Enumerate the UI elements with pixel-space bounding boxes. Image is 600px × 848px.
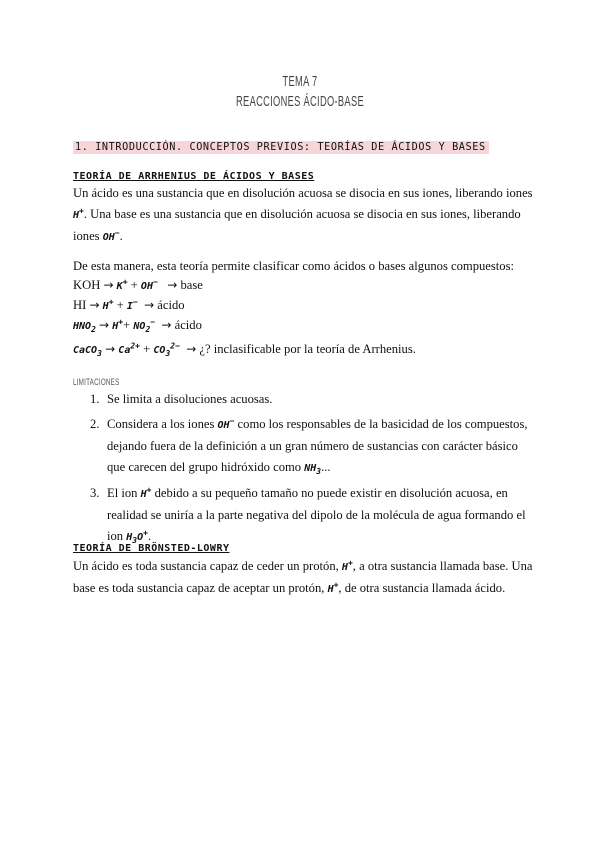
formula-oh-minus: OH− bbox=[102, 228, 120, 243]
bronsted-text-1: Un ácido es toda sustancia capaz de ceder un protón, bbox=[73, 559, 342, 573]
list-number: 3. bbox=[90, 486, 100, 500]
list-item bbox=[90, 414, 530, 479]
equation-koh: KOH → K+ + OH− → base bbox=[73, 277, 203, 292]
arrhenius-def-text-3: . bbox=[119, 229, 123, 243]
list-item-text: ... bbox=[321, 460, 331, 474]
bronsted-heading: TEORÍA DE BRÖNSTED-LOWRY bbox=[73, 543, 230, 554]
formula-h-plus: H+ bbox=[140, 485, 152, 500]
equation-hi: HI → H+ + I− → ácido bbox=[73, 297, 185, 312]
list-number: 1. bbox=[90, 392, 100, 406]
arrhenius-heading: TEORÍA DE ARRHENIUS DE ÁCIDOS Y BASES bbox=[73, 171, 315, 182]
limitations-list bbox=[90, 389, 530, 552]
arrhenius-def-text-1: Un ácido es una sustancia que en disolución acuosa se disocia en sus iones, liberando iones bbox=[73, 186, 533, 200]
list-item-text: debido a su pequeño tamaño no puede existir en disolución acuosa, en realidad se uniría a la parte negativa del dipolo de la molécula de agua formando el ion bbox=[107, 486, 526, 543]
list-item-text: Considera a los iones bbox=[107, 417, 218, 431]
equation-hno2-label: ácido bbox=[174, 318, 202, 332]
list-item bbox=[90, 483, 530, 548]
arrhenius-intro: De esta manera, esta teoría permite clasificar como ácidos o bases algunos compuestos: bbox=[73, 259, 514, 273]
equation-caco3: CaCO$_3$ → $Ca^{2+} + CO_3^{2-}$ → ¿? inclasificable por la teoría de Arrhenius. bbox=[73, 341, 416, 358]
formula-h-plus: H+ bbox=[341, 558, 353, 573]
equation-hi-label: ácido bbox=[157, 298, 185, 312]
formula-h-plus: H+ bbox=[73, 206, 84, 221]
list-item-text: El ion bbox=[107, 486, 141, 500]
page-title: TEMA 7 bbox=[282, 73, 318, 90]
section-heading-1: 1. INTRODUCCIÓN. CONCEPTOS PREVIOS: TEORÍAS DE ÁCIDOS Y BASES bbox=[73, 141, 489, 154]
list-item bbox=[90, 389, 530, 410]
equation-hno2: $HNO_2 \to H^++ NO_2^-$ → ácido bbox=[73, 317, 202, 334]
bronsted-text-2: , a otra sustancia llamada base. Una base es toda sustancia capaz de aceptar un protón, bbox=[73, 559, 533, 595]
page-subtitle: REACCIONES ÁCIDO-BASE bbox=[236, 93, 364, 110]
list-item-text: como los responsables de la basicidad de los compuestos, dejando fuera de la definición a un gran número de sustancias con carácter básico que carecen del grupo hidróxido como bbox=[107, 417, 528, 474]
bronsted-definition bbox=[73, 556, 543, 600]
formula-h3o-plus: $H_3O^+$ bbox=[126, 528, 148, 545]
equation-caco3-label: ¿? inclasificable por la teoría de Arrhenius. bbox=[199, 342, 416, 356]
bronsted-text-3: , de otra sustancia llamada ácido. bbox=[338, 581, 506, 595]
formula-oh-minus: OH− bbox=[217, 416, 235, 431]
formula-h-plus: H+ bbox=[327, 580, 339, 595]
limitations-label: LIMITACIONES bbox=[73, 377, 120, 387]
arrhenius-def-text-2: . Una base es una sustancia que en disolución acuosa se disocia en sus iones, liberando iones bbox=[73, 207, 521, 243]
arrhenius-definition bbox=[73, 183, 543, 248]
list-number: 2. bbox=[90, 417, 100, 431]
equation-koh-label: base bbox=[180, 278, 203, 292]
list-item-text: Se limita a disoluciones acuosas. bbox=[107, 392, 273, 406]
formula-nh3: $NH_3$ bbox=[304, 463, 322, 476]
list-item-text: . bbox=[147, 529, 152, 543]
